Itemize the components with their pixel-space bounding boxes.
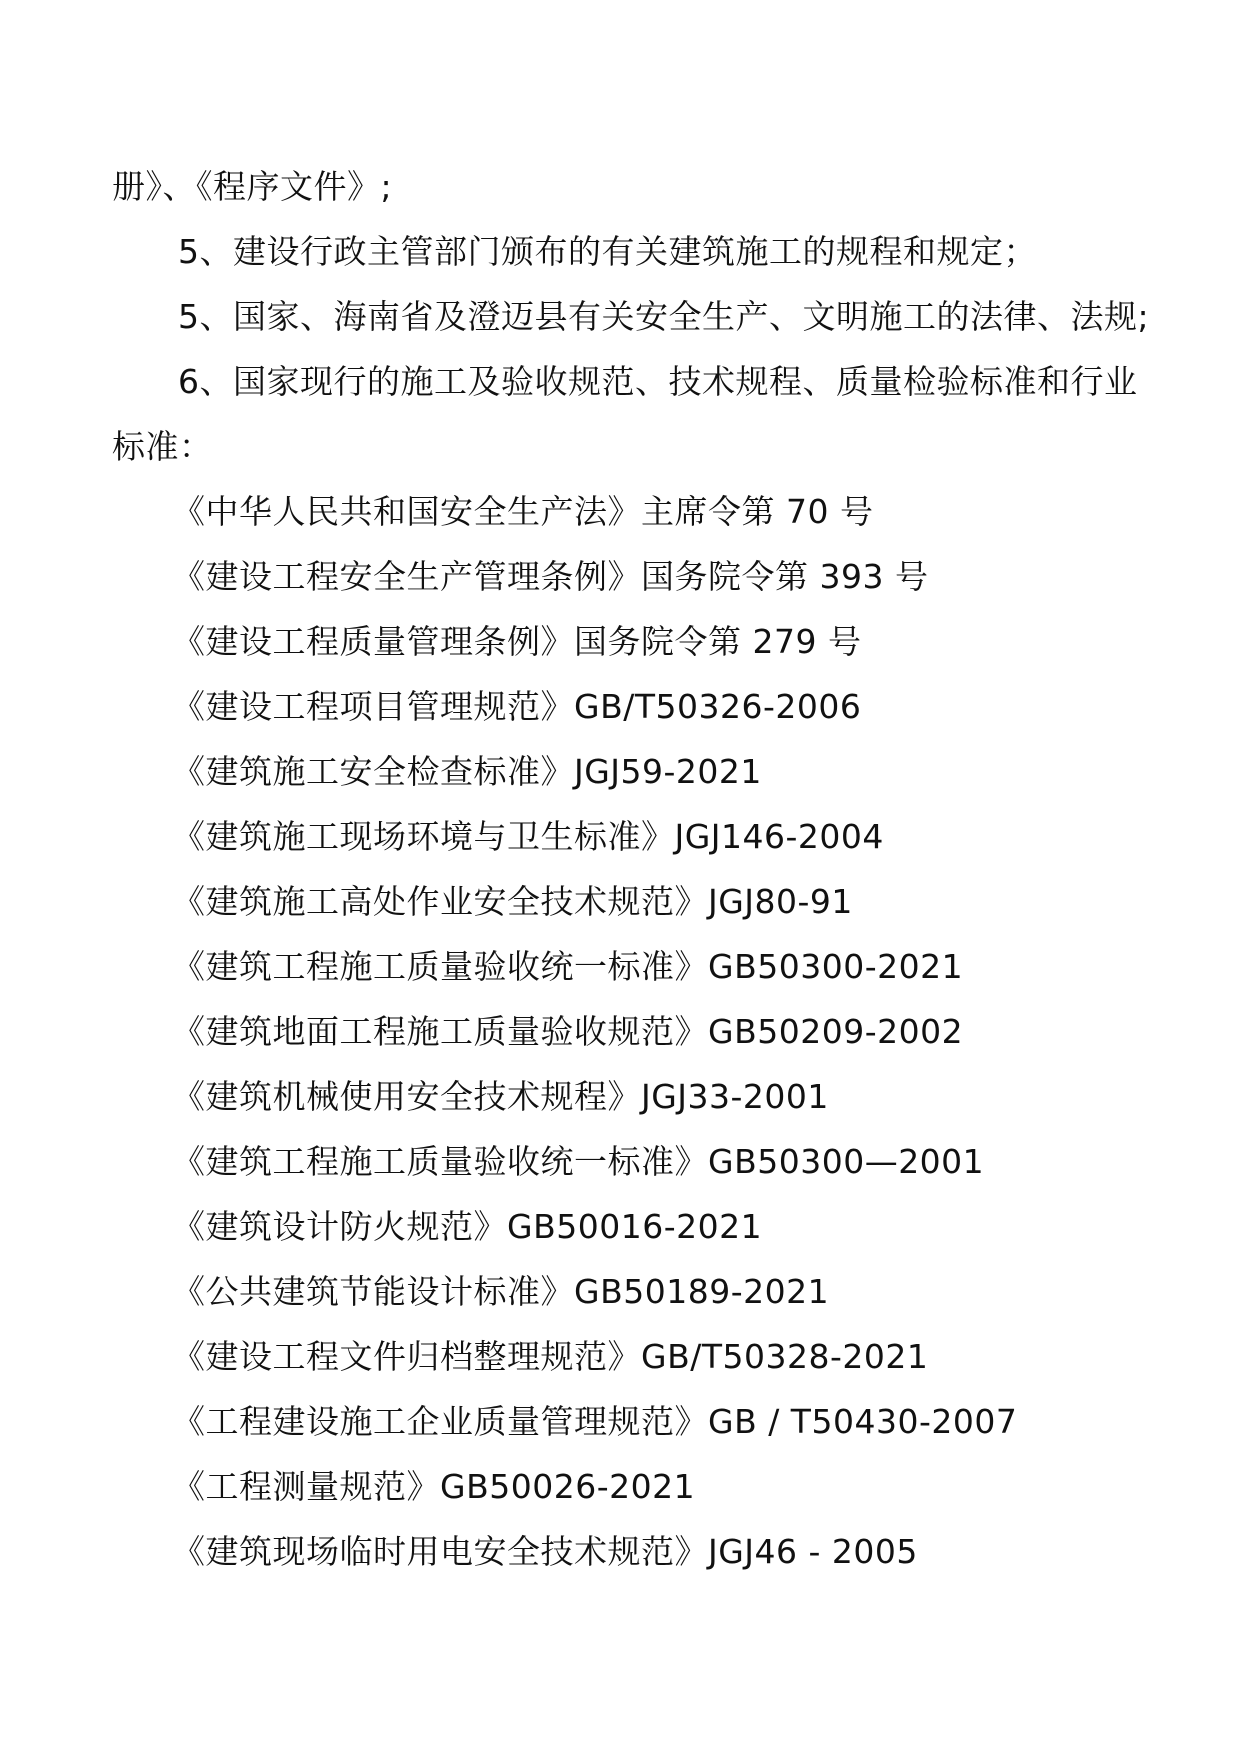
list-item: 《建筑设计防火规范》GB50016-2021: [172, 1207, 763, 1246]
clause-5-laws: 5、国家、海南省及澄迈县有关安全生产、文明施工的法律、法规;: [178, 297, 1150, 336]
clause-6-continuation: 标准：: [112, 427, 213, 466]
list-item: 《建设工程项目管理规范》GB/T50326-2006: [172, 687, 862, 726]
list-item: 《建筑工程施工质量验收统一标准》GB50300-2021: [172, 947, 964, 986]
clause-6-standards: 6、国家现行的施工及验收规范、技术规程、质量检验标准和行业: [178, 362, 1138, 401]
list-item: 《建筑地面工程施工质量验收规范》GB50209-2002: [172, 1012, 964, 1051]
list-item: 《中华人民共和国安全生产法》主席令第 70 号: [172, 492, 874, 531]
list-item: 《工程建设施工企业质量管理规范》GB / T50430-2007: [172, 1402, 1018, 1441]
list-item: 《建设工程文件归档整理规范》GB/T50328-2021: [172, 1337, 929, 1376]
document-body: [112, 154, 1150, 1584]
list-item: 《工程测量规范》GB50026-2021: [172, 1467, 696, 1506]
list-item: 《公共建筑节能设计标准》GB50189-2021: [172, 1272, 830, 1311]
list-item: 《建筑施工高处作业安全技术规范》JGJ80-91: [172, 882, 853, 921]
list-item: 《建筑施工现场环境与卫生标准》JGJ146-2004: [172, 817, 884, 856]
list-item: 《建筑工程施工质量验收统一标准》GB50300—2001: [172, 1142, 985, 1181]
list-item: 《建筑施工安全检查标准》JGJ59-2021: [172, 752, 762, 791]
list-item: 《建筑机械使用安全技术规程》JGJ33-2001: [172, 1077, 829, 1116]
list-item: 《建筑现场临时用电安全技术规范》JGJ46 - 2005: [172, 1532, 918, 1571]
list-item: 《建设工程质量管理条例》国务院令第 279 号: [172, 622, 862, 661]
clause-5-regulations: 5、建设行政主管部门颁布的有关建筑施工的规程和规定；: [178, 232, 1037, 271]
standards-list: [112, 479, 1132, 1584]
list-item: 《建设工程安全生产管理条例》国务院令第 393 号: [172, 557, 929, 596]
paragraph-continuation: 册》、《程序文件》;: [112, 167, 393, 206]
